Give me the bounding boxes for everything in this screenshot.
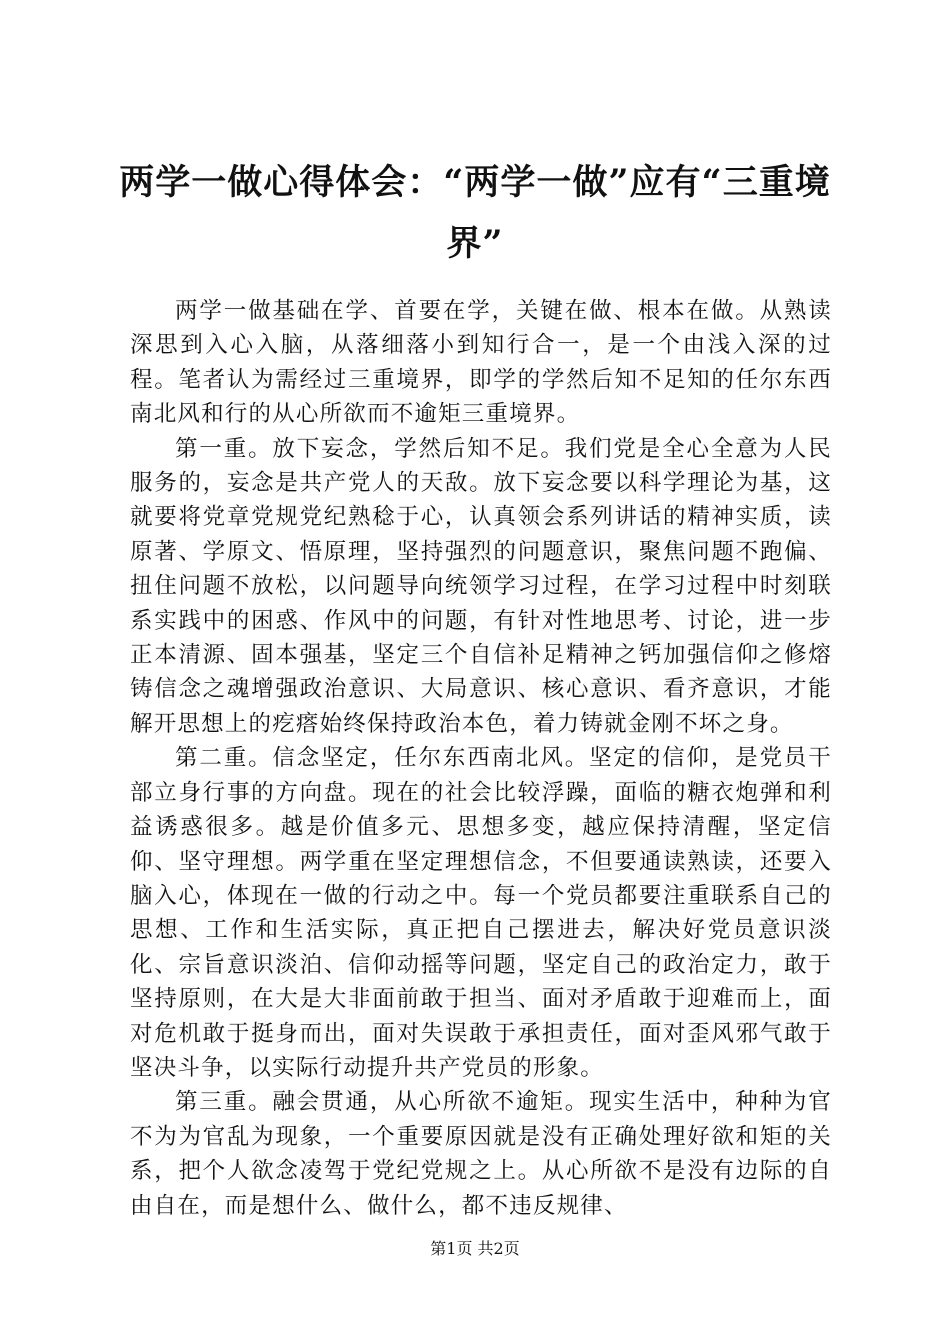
paragraph-intro: 两学一做基础在学、首要在学，关键在做、根本在做。从熟读深思到入心入脑，从落细落小到知行合一，是一个由浅入深的过程。笔者认为需经过三重境界，即学的学然后知不足知的任尔东西南北风和行的从心所欲而不逾矩三重境界。 (130, 298, 832, 428)
page-number-footer: 第1页 共2页 (430, 1239, 520, 1258)
paragraph-third-level: 第三重。融会贯通，从心所欲不逾矩。现实生活中，种种为官不为为官乱为现象，一个重要原因就是没有正确处理好欲和矩的关系，把个人欲念凌驾于党纪党规之上。从心所欲不是没有边际的自由自在，而是想什么、做什么，都不违反规律、 (130, 1089, 832, 1219)
paragraph-first-level: 第一重。放下妄念，学然后知不足。我们党是全心全意为人民服务的，妄念是共产党人的天敌。放下妄念要以科学理论为基，这就要将党章党规党纪熟稔于心，认真领会系列讲话的精神实质，读原著、学原文、悟原理，坚持强烈的问题意识，聚焦问题不跑偏、扭住问题不放松，以问题导向统领学习过程，在学习过程中时刻联系实践中的困惑、作风中的问题，有针对性地思考、讨论，进一步正本清源、固本强基，坚定三个自信补足精神之钙加强信仰之修熔铸信念之魂增强政治意识、大局意识、核心意识、看齐意识，才能解开思想上的疙瘩始终保持政治本色，着力铸就金刚不坏之身。 (130, 435, 832, 737)
paragraph-second-level: 第二重。信念坚定，任尔东西南北风。坚定的信仰，是党员干部立身行事的方向盘。现在的社会比较浮躁，面临的糖衣炮弹和利益诱惑很多。越是价值多元、思想多变，越应保持清醒，坚定信仰、坚守理想。两学重在坚定理想信念，不但要通读熟读，还要入脑入心，体现在一做的行动之中。每一个党员都要注重联系自己的思想、工作和生活实际，真正把自己摆进去，解决好党员意识淡化、宗旨意识淡泊、信仰动摇等问题，坚定自己的政治定力，敢于坚持原则，在大是大非面前敢于担当、面对矛盾敢于迎难而上，面对危机敢于挺身而出，面对失误敢于承担责任，面对歪风邪气敢于坚决斗争，以实际行动提升共产党员的形象。 (130, 745, 832, 1081)
document-body (130, 294, 832, 1223)
document-title: 两学一做心得体会：“两学一做”应有“三重境界” (119, 162, 831, 264)
